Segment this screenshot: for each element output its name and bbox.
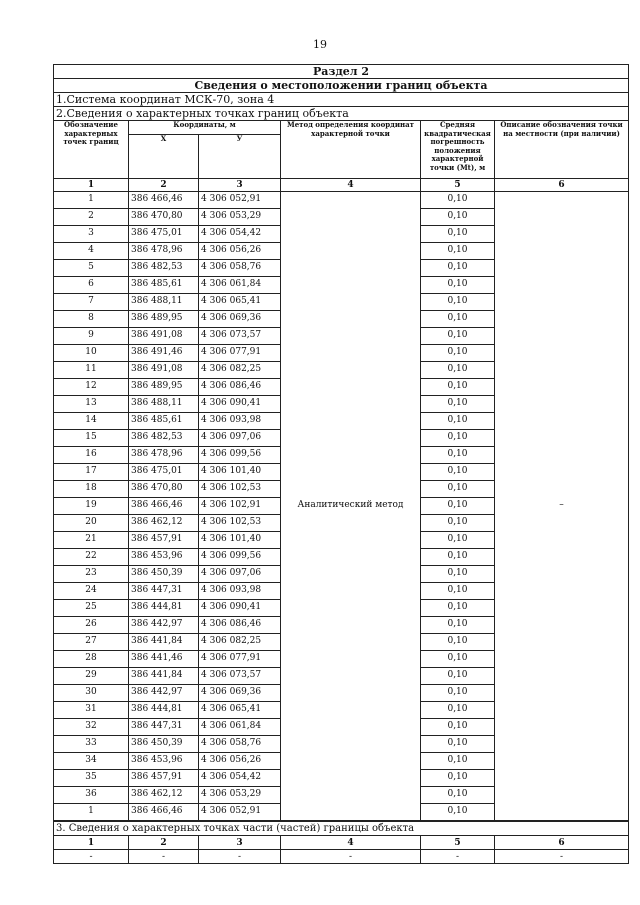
point-x: 386 450,39 [129, 736, 199, 753]
boundary-table [53, 64, 629, 821]
point-accuracy: 0,10 [421, 260, 495, 277]
point-x: 386 444,81 [129, 600, 199, 617]
point-accuracy: 0,10 [421, 209, 495, 226]
point-accuracy: 0,10 [421, 379, 495, 396]
point-y: 4 306 102,53 [199, 515, 281, 532]
column-number: 5 [421, 179, 495, 192]
point-y: 4 306 090,41 [199, 600, 281, 617]
point-x: 386 447,31 [129, 719, 199, 736]
point-accuracy: 0,10 [421, 345, 495, 362]
empty-value: - [129, 850, 199, 864]
point-accuracy: 0,10 [421, 770, 495, 787]
point-y: 4 306 097,06 [199, 566, 281, 583]
point-accuracy: 0,10 [421, 651, 495, 668]
point-y: 4 306 054,42 [199, 770, 281, 787]
point-number: 10 [54, 345, 129, 362]
point-number: 35 [54, 770, 129, 787]
point-number: 16 [54, 447, 129, 464]
point-accuracy: 0,10 [421, 736, 495, 753]
point-number: 36 [54, 787, 129, 804]
section-subtitle: Сведения о местоположении границ объекта [54, 79, 629, 93]
point-number: 17 [54, 464, 129, 481]
point-x: 386 475,01 [129, 464, 199, 481]
description-value: – [495, 192, 629, 821]
point-number: 26 [54, 617, 129, 634]
point-x: 386 447,31 [129, 583, 199, 600]
point-accuracy: 0,10 [421, 532, 495, 549]
document-body [53, 64, 628, 864]
point-x: 386 491,08 [129, 328, 199, 345]
point-accuracy: 0,10 [421, 787, 495, 804]
page-number: 19 [313, 38, 327, 51]
point-accuracy: 0,10 [421, 277, 495, 294]
point-accuracy: 0,10 [421, 192, 495, 209]
point-y: 4 306 077,91 [199, 651, 281, 668]
empty-value: - [199, 850, 281, 864]
point-accuracy: 0,10 [421, 464, 495, 481]
coordinate-system: 1.Система координат МСК-70, зона 4 [54, 93, 629, 107]
point-y: 4 306 073,57 [199, 328, 281, 345]
column-number: 1 [54, 836, 129, 850]
point-x: 386 442,97 [129, 617, 199, 634]
point-x: 386 450,39 [129, 566, 199, 583]
header-y: У [199, 135, 281, 179]
point-x: 386 442,97 [129, 685, 199, 702]
point-accuracy: 0,10 [421, 634, 495, 651]
point-number: 32 [54, 719, 129, 736]
point-y: 4 306 052,91 [199, 192, 281, 209]
point-number: 23 [54, 566, 129, 583]
point-accuracy: 0,10 [421, 243, 495, 260]
point-number: 7 [54, 294, 129, 311]
parts-empty-row [54, 850, 629, 864]
column-number: 2 [129, 179, 199, 192]
point-x: 386 441,46 [129, 651, 199, 668]
point-y: 4 306 099,56 [199, 549, 281, 566]
point-number: 14 [54, 413, 129, 430]
point-number: 2 [54, 209, 129, 226]
point-x: 386 453,96 [129, 549, 199, 566]
point-x: 386 485,61 [129, 277, 199, 294]
point-number: 29 [54, 668, 129, 685]
point-x: 386 491,08 [129, 362, 199, 379]
point-y: 4 306 065,41 [199, 294, 281, 311]
point-number: 33 [54, 736, 129, 753]
point-x: 386 470,80 [129, 209, 199, 226]
point-number: 4 [54, 243, 129, 260]
column-number: 1 [54, 179, 129, 192]
point-y: 4 306 077,91 [199, 345, 281, 362]
header-coordinates: Координаты, м [129, 121, 281, 135]
parts-section-heading: 3. Сведения о характерных точках части (частей) границы объекта [54, 822, 629, 836]
point-x: 386 478,96 [129, 243, 199, 260]
point-accuracy: 0,10 [421, 413, 495, 430]
point-accuracy: 0,10 [421, 566, 495, 583]
point-x: 386 488,11 [129, 294, 199, 311]
method-value: Аналитический метод [281, 192, 421, 821]
point-x: 386 466,46 [129, 498, 199, 515]
point-x: 386 478,96 [129, 447, 199, 464]
point-x: 386 441,84 [129, 668, 199, 685]
empty-value: - [421, 850, 495, 864]
point-y: 4 306 058,76 [199, 260, 281, 277]
point-number: 24 [54, 583, 129, 600]
point-x: 386 466,46 [129, 192, 199, 209]
point-number: 27 [54, 634, 129, 651]
point-number: 28 [54, 651, 129, 668]
point-number: 12 [54, 379, 129, 396]
column-numbers-row [54, 179, 629, 192]
column-number: 6 [495, 836, 629, 850]
header-x: X [129, 135, 199, 179]
point-x: 386 453,96 [129, 753, 199, 770]
point-y: 4 306 061,84 [199, 277, 281, 294]
point-accuracy: 0,10 [421, 702, 495, 719]
point-y: 4 306 101,40 [199, 532, 281, 549]
point-accuracy: 0,10 [421, 311, 495, 328]
point-x: 386 457,91 [129, 770, 199, 787]
table-row [54, 192, 629, 209]
point-accuracy: 0,10 [421, 753, 495, 770]
point-number: 19 [54, 498, 129, 515]
point-accuracy: 0,10 [421, 668, 495, 685]
point-number: 13 [54, 396, 129, 413]
point-y: 4 306 101,40 [199, 464, 281, 481]
point-accuracy: 0,10 [421, 396, 495, 413]
point-accuracy: 0,10 [421, 481, 495, 498]
point-accuracy: 0,10 [421, 328, 495, 345]
point-y: 4 306 056,26 [199, 753, 281, 770]
column-number: 6 [495, 179, 629, 192]
column-number: 5 [421, 836, 495, 850]
point-y: 4 306 082,25 [199, 362, 281, 379]
point-accuracy: 0,10 [421, 804, 495, 821]
point-y: 4 306 054,42 [199, 226, 281, 243]
point-y: 4 306 090,41 [199, 396, 281, 413]
point-y: 4 306 069,36 [199, 685, 281, 702]
point-x: 386 466,46 [129, 804, 199, 821]
point-number: 18 [54, 481, 129, 498]
column-number: 2 [129, 836, 199, 850]
point-number: 20 [54, 515, 129, 532]
point-accuracy: 0,10 [421, 617, 495, 634]
point-x: 386 489,95 [129, 311, 199, 328]
point-accuracy: 0,10 [421, 600, 495, 617]
parts-table [53, 821, 629, 864]
point-number: 22 [54, 549, 129, 566]
header-accuracy: Средняя квадратическая погрешность положения характерной точки (Мt), м [421, 121, 495, 179]
point-x: 386 491,46 [129, 345, 199, 362]
point-y: 4 306 052,91 [199, 804, 281, 821]
point-y: 4 306 102,91 [199, 498, 281, 515]
header-point-designation: Обозначение характерных точек границ [54, 121, 129, 179]
point-accuracy: 0,10 [421, 498, 495, 515]
point-accuracy: 0,10 [421, 294, 495, 311]
point-number: 5 [54, 260, 129, 277]
header-description: Описание обозначения точки на местности (при наличии) [495, 121, 629, 179]
point-x: 386 462,12 [129, 515, 199, 532]
point-accuracy: 0,10 [421, 719, 495, 736]
point-accuracy: 0,10 [421, 362, 495, 379]
point-accuracy: 0,10 [421, 515, 495, 532]
point-y: 4 306 053,29 [199, 787, 281, 804]
points-section-heading: 2.Сведения о характерных точках границ объекта [54, 107, 629, 121]
point-number: 31 [54, 702, 129, 719]
point-y: 4 306 061,84 [199, 719, 281, 736]
point-x: 386 441,84 [129, 634, 199, 651]
point-accuracy: 0,10 [421, 583, 495, 600]
point-y: 4 306 056,26 [199, 243, 281, 260]
column-number: 4 [281, 179, 421, 192]
point-y: 4 306 086,46 [199, 379, 281, 396]
point-y: 4 306 058,76 [199, 736, 281, 753]
point-number: 11 [54, 362, 129, 379]
point-y: 4 306 099,56 [199, 447, 281, 464]
point-y: 4 306 065,41 [199, 702, 281, 719]
point-x: 386 457,91 [129, 532, 199, 549]
section-title: Раздел 2 [54, 65, 629, 79]
point-number: 1 [54, 192, 129, 209]
point-y: 4 306 093,98 [199, 413, 281, 430]
point-number: 30 [54, 685, 129, 702]
point-y: 4 306 082,25 [199, 634, 281, 651]
column-number: 3 [199, 836, 281, 850]
point-accuracy: 0,10 [421, 447, 495, 464]
point-accuracy: 0,10 [421, 430, 495, 447]
point-number: 6 [54, 277, 129, 294]
empty-value: - [495, 850, 629, 864]
point-number: 3 [54, 226, 129, 243]
point-x: 386 488,11 [129, 396, 199, 413]
point-accuracy: 0,10 [421, 549, 495, 566]
point-y: 4 306 086,46 [199, 617, 281, 634]
point-y: 4 306 102,53 [199, 481, 281, 498]
point-number: 15 [54, 430, 129, 447]
point-y: 4 306 069,36 [199, 311, 281, 328]
parts-column-numbers [54, 836, 629, 850]
point-number: 25 [54, 600, 129, 617]
point-number: 1 [54, 804, 129, 821]
point-y: 4 306 053,29 [199, 209, 281, 226]
point-accuracy: 0,10 [421, 685, 495, 702]
point-x: 386 482,53 [129, 260, 199, 277]
point-x: 386 485,61 [129, 413, 199, 430]
point-y: 4 306 073,57 [199, 668, 281, 685]
point-x: 386 489,95 [129, 379, 199, 396]
point-number: 8 [54, 311, 129, 328]
point-number: 9 [54, 328, 129, 345]
point-y: 4 306 097,06 [199, 430, 281, 447]
point-number: 34 [54, 753, 129, 770]
column-number: 4 [281, 836, 421, 850]
point-x: 386 444,81 [129, 702, 199, 719]
header-method: Метод определения координат характерной точки [281, 121, 421, 179]
column-number: 3 [199, 179, 281, 192]
point-y: 4 306 093,98 [199, 583, 281, 600]
point-x: 386 462,12 [129, 787, 199, 804]
empty-value: - [281, 850, 421, 864]
point-x: 386 475,01 [129, 226, 199, 243]
point-number: 21 [54, 532, 129, 549]
empty-value: - [54, 850, 129, 864]
point-x: 386 482,53 [129, 430, 199, 447]
point-accuracy: 0,10 [421, 226, 495, 243]
point-x: 386 470,80 [129, 481, 199, 498]
